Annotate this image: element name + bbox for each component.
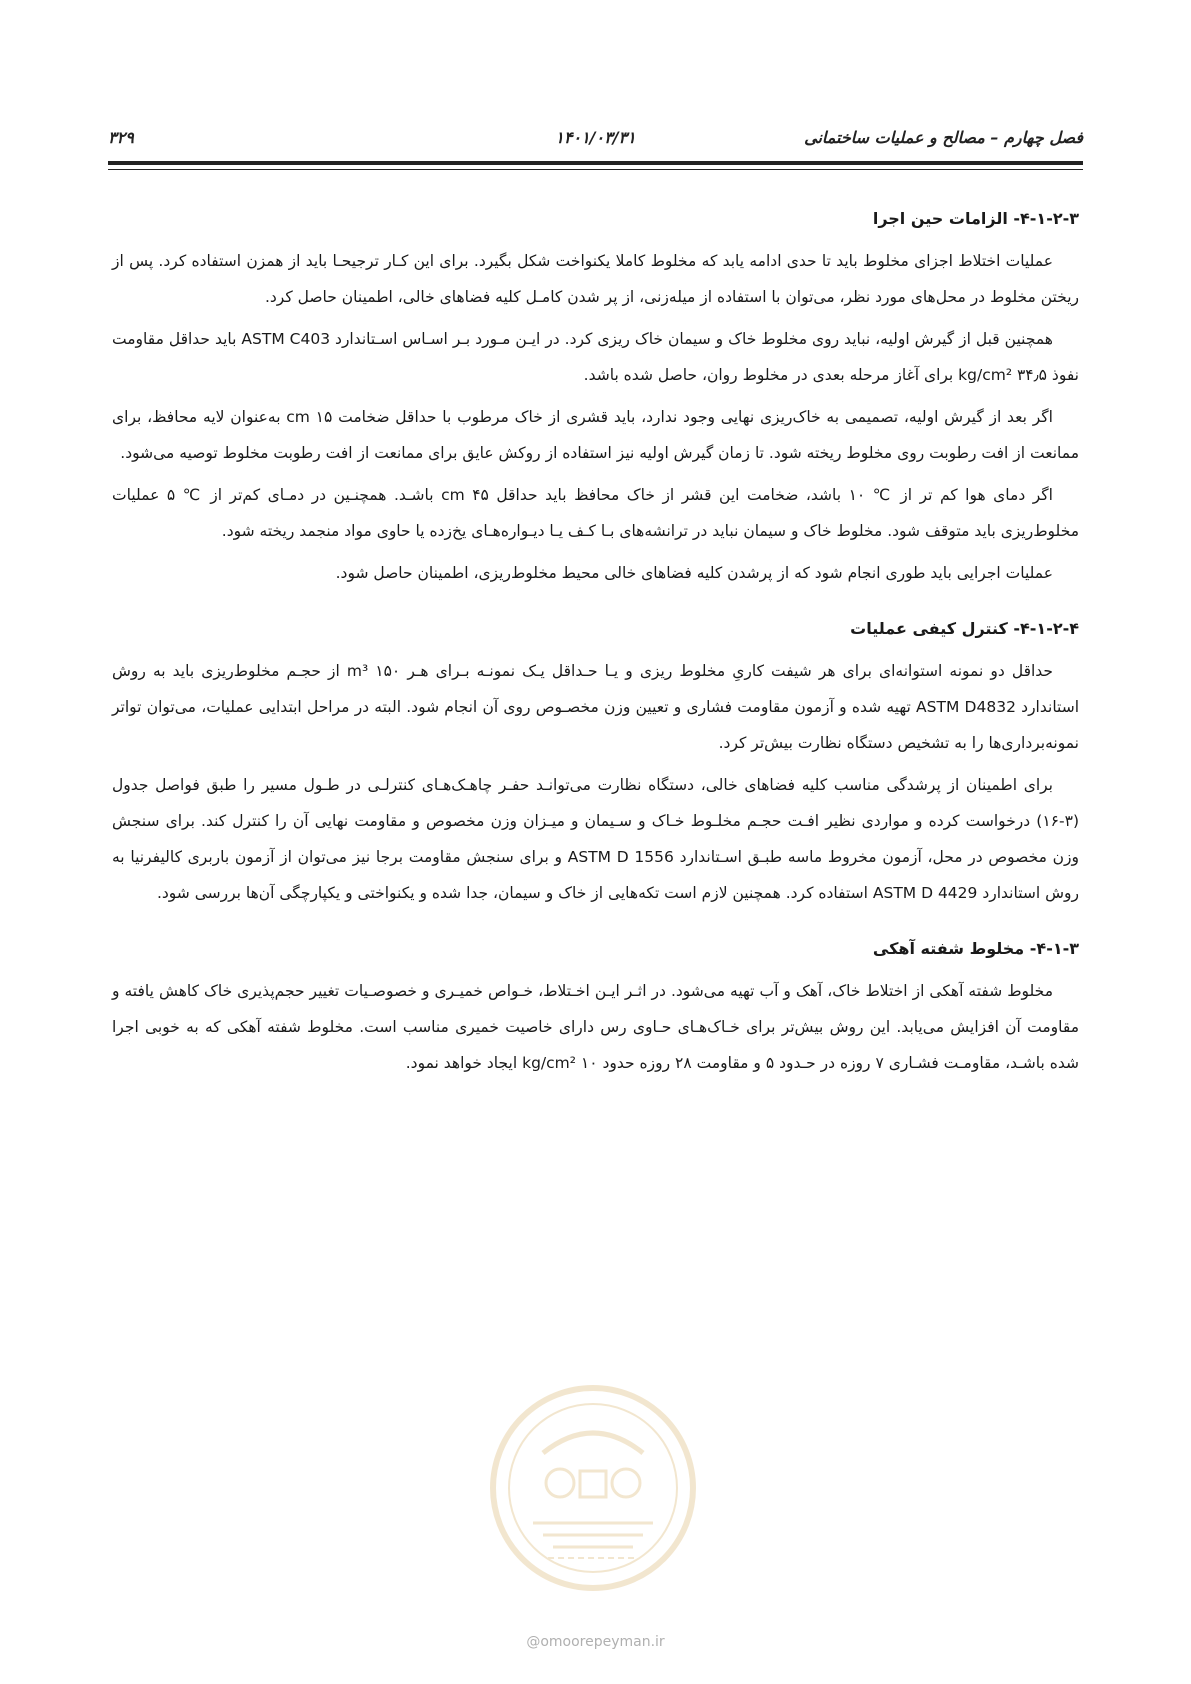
section-title: ۴-۱-۲-۳- الزامات حین اجرا (872, 209, 1079, 228)
section-lime-mortar (112, 925, 1079, 1081)
page-number: ۳۲۹ (108, 127, 134, 147)
paragraph: عملیات اختلاط اجزای مخلوط باید تا حدی ادامه یابد که مخلوط کاملا یکنواخت شکل بگیرد. برای این کـار ترجیحـا باید از همزن استفاده کرد. پس از ریختن مخلوط در محل‌های مورد نظر، می‌توان با استفاده از میله‌زنی، از پر شدن کامـل کلیه فضاهای خالی، اطمینان حاصل کرد. (112, 252, 1079, 306)
page-date: ۱۴۰۱/۰۳/۳۱ (555, 127, 636, 147)
section-quality-control (112, 605, 1079, 911)
document-body (112, 195, 1079, 1081)
paragraph: عملیات اجرایی باید طوری انجام شود که از پرشدن کلیه فضاهای خالی محیط مخلوط‌ریزی، اطمینان حاصل شود. (335, 564, 1053, 582)
paragraph: حداقل دو نمونه استوانه‌ای برای هر شیفت کاریِ مخلوط ریزی و یـا حـداقل یـک نمونـه بـرای هـر m³ ۱۵۰ از حجـم مخلوط‌ریزی باید به روش استاندارد ASTM D4832 تهیه شده و آزمون مقاومت فشاری و تعیین وزن مخصـوص روی آن انجام شود. البته در مراحل ابتدایی عملیات، می‌توان تواتر نمونه‌برداری‌ها را به تشخیص دستگاه نظارت بیش‌تر کرد. (112, 662, 1080, 752)
watermark-url: @omoorepeyman.ir (526, 1634, 665, 1650)
header-rule-thick (108, 161, 1083, 165)
section-requirements (112, 195, 1079, 591)
paragraph: مخلوط شفته آهکی از اختلاط خاک، آهک و آب تهیه می‌شود. در اثـر ایـن اخـتلاط، خـواص خمیـری و خصوصـیات تغییر حجم‌پذیری خاک کاهش یافته و مقاومت آن افزایش می‌یابد. این روش بیش‌تر برای خـاک‌هـای حـاوی رس دارای خاصیت خمیری مناسب است. مخلوط شفته آهکی که به خوبی اجرا شده باشـد، مقاومـت فشـاری ۷ روزه در حـدود ۵ و مقاومت ۲۸ روزه حدود kg/cm² ۱۰ ایجاد خواهد نمود. (112, 982, 1079, 1072)
section-title: ۴-۱-۳- مخلوط شفته آهکی (872, 939, 1079, 958)
watermark-seal-icon (488, 1383, 698, 1593)
header-rule-thin (108, 169, 1083, 170)
paragraph: برای اطمینان از پرشدگی مناسب کلیه فضاهای خالی، دستگاه نظارت می‌توانـد حفـر چاهـک‌هـای کنترلـی در طـول مسیر را طبق فواصل جدول (۳-۱۶) درخواست کرده و مواردی نظیر افـت حجـم مخلـوط خـاک و سـیمان و میـزان وزن مخصوص و مقاومت نهایی آن را کنترل کند. برای سنجش وزن مخصوص در محل، آزمون مخروط ماسه طبـق اسـتاندارد ASTM D 1556 و برای سنجش مقاومت برجا نیز می‌توان از آزمون باربری کالیفرنیا به روش استاندارد ASTM D 4429 استفاده کرد. همچنین لازم است تکه‌هایی از خاک و سیمان، جدا شده و یکنواختی و یکپارچگی آن‌ها بررسی شود. (112, 776, 1079, 902)
paragraph: اگر بعد از گیرش اولیه، تصمیمی به خاک‌ریزی نهایی وجود ندارد، باید قشری از خاک مرطوب با حداقل ضخامت cm ۱۵ به‌عنوان لایه محافظ، برای ممانعت از افت رطوبت روی مخلوط ریخته شود. تا زمان گیرش اولیه نیز استفاده از روکش عایق برای ممانعت از افت رطوبت مخلوط توصیه می‌شود. (112, 408, 1079, 462)
section-title: ۴-۱-۲-۴- کنترل کیفی عملیات (850, 619, 1079, 638)
paragraph: اگر دمای هوا کم تر از ℃ ۱۰ باشد، ضخامت این قشر از خاک محافظ باید حداقل ۴۵ cm باشـد. همچنـین در دمـای کم‌تر از ℃ ۵ عملیات مخلوط‌ریزی باید متوقف شود. مخلوط خاک و سیمان نباید در ترانشه‌های بـا کـف یـا دیـواره‌هـای یخ‌زده یا حاوی مواد منجمد ریخته شود. (112, 486, 1079, 540)
chapter-title: فصل چهارم – مصالح و عملیات ساختمانی (804, 127, 1083, 147)
page-header (108, 122, 1083, 152)
paragraph: همچنین قبل از گیرش اولیه، نباید روی مخلوط خاک و سیمان خاک ریزی کرد. در ایـن مـورد بـر اسـاس اسـتاندارد ASTM C403 باید حداقل مقاومت نفوذ ۳۴٫۵ kg/cm² برای آغاز مرحله بعدی در مخلوط روان، حاصل شده باشد. (112, 330, 1079, 384)
